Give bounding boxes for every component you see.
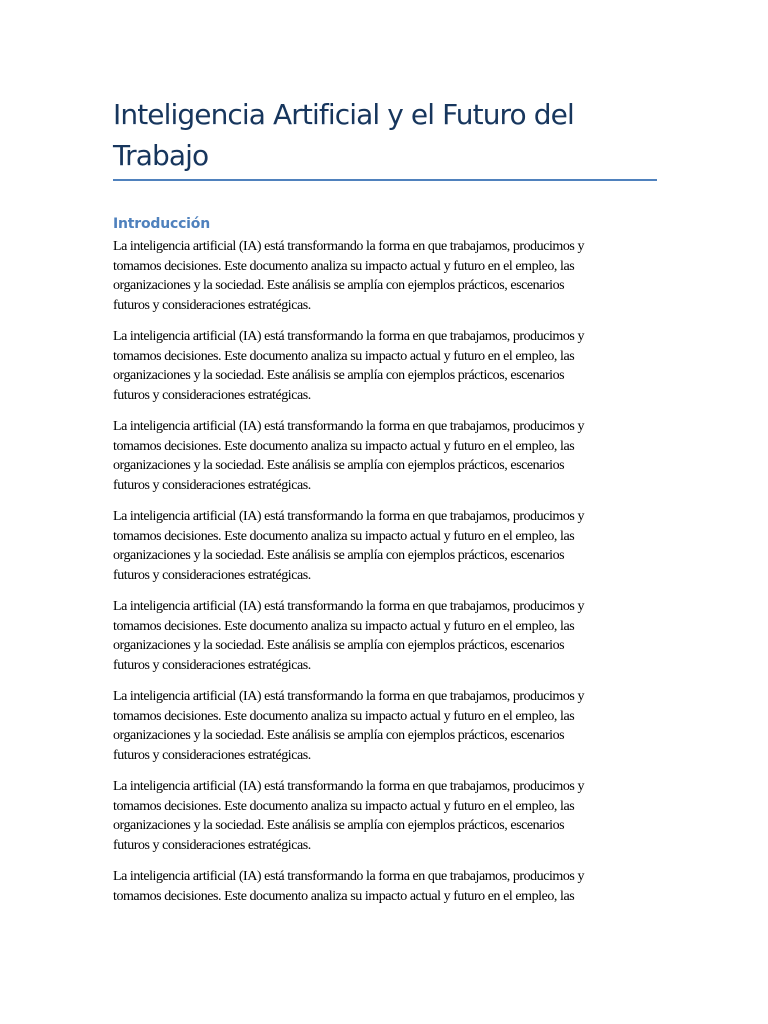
paragraph-line: tomamos decisiones. Este documento analiza su impacto actual y futuro en el empleo, las [113,348,575,364]
paragraph [113,327,661,406]
paragraph-line: La inteligencia artificial (IA) está transformando la forma en que trabajamos, producimos y [113,869,585,884]
paragraph-line: La inteligencia artificial (IA) está transformando la forma en que trabajamos, producimos y [113,329,585,344]
paragraph-line: futuros y consideraciones estratégicas. [113,387,311,403]
paragraph-line: organizaciones y la sociedad. Este análisis se amplía con ejemplos prácticos, escenarios [113,458,565,473]
document-title: Inteligencia Artificial y el Futuro del Trabajo [113,98,574,172]
paragraph-line: tomamos decisiones. Este documento analiza su impacto actual y futuro en el empleo, las [113,888,575,904]
paragraph-line: organizaciones y la sociedad. Este análisis se amplía con ejemplos prácticos, escenarios [113,818,565,833]
paragraph-line: tomamos decisiones. Este documento analiza su impacto actual y futuro en el empleo, las [113,258,575,274]
section-heading: Introducción [113,216,210,232]
paragraph-line: tomamos decisiones. Este documento analiza su impacto actual y futuro en el empleo, las [113,708,575,724]
paragraph-line: futuros y consideraciones estratégicas. [113,837,311,853]
paragraph-line: tomamos decisiones. Este documento analiza su impacto actual y futuro en el empleo, las [113,438,575,454]
paragraph-line: organizaciones y la sociedad. Este análisis se amplía con ejemplos prácticos, escenarios [113,368,565,383]
paragraph [113,687,661,766]
paragraph [113,777,661,856]
paragraph [113,417,661,496]
paragraph-line: La inteligencia artificial (IA) está transformando la forma en que trabajamos, producimos y [113,599,585,614]
paragraph-line: La inteligencia artificial (IA) está transformando la forma en que trabajamos, producimos y [113,779,585,794]
paragraph-line: tomamos decisiones. Este documento analiza su impacto actual y futuro en el empleo, las [113,798,575,814]
document-body [113,237,661,918]
paragraph-line: futuros y consideraciones estratégicas. [113,747,311,763]
paragraph-line: La inteligencia artificial (IA) está transformando la forma en que trabajamos, producimos y [113,419,585,434]
paragraph-line: La inteligencia artificial (IA) está transformando la forma en que trabajamos, producimos y [113,509,585,524]
paragraph-line: tomamos decisiones. Este documento analiza su impacto actual y futuro en el empleo, las [113,618,575,634]
paragraph-line: futuros y consideraciones estratégicas. [113,657,311,673]
paragraph-line: organizaciones y la sociedad. Este análisis se amplía con ejemplos prácticos, escenarios [113,728,565,743]
paragraph-line: La inteligencia artificial (IA) está transformando la forma en que trabajamos, producimos y [113,239,585,254]
paragraph-line: organizaciones y la sociedad. Este análisis se amplía con ejemplos prácticos, escenarios [113,548,565,563]
paragraph-line: futuros y consideraciones estratégicas. [113,567,311,583]
paragraph [113,867,661,907]
paragraph-line: futuros y consideraciones estratégicas. [113,297,311,313]
paragraph [113,597,661,676]
paragraph-line: organizaciones y la sociedad. Este análisis se amplía con ejemplos prácticos, escenarios [113,278,565,293]
paragraph-line: La inteligencia artificial (IA) está transformando la forma en que trabajamos, producimos y [113,689,585,704]
paragraph [113,507,661,586]
paragraph-line: tomamos decisiones. Este documento analiza su impacto actual y futuro en el empleo, las [113,528,575,544]
paragraph-line: futuros y consideraciones estratégicas. [113,477,311,493]
title-underline-divider [113,179,657,181]
paragraph-line: organizaciones y la sociedad. Este análisis se amplía con ejemplos prácticos, escenarios [113,638,565,653]
paragraph [113,237,661,316]
